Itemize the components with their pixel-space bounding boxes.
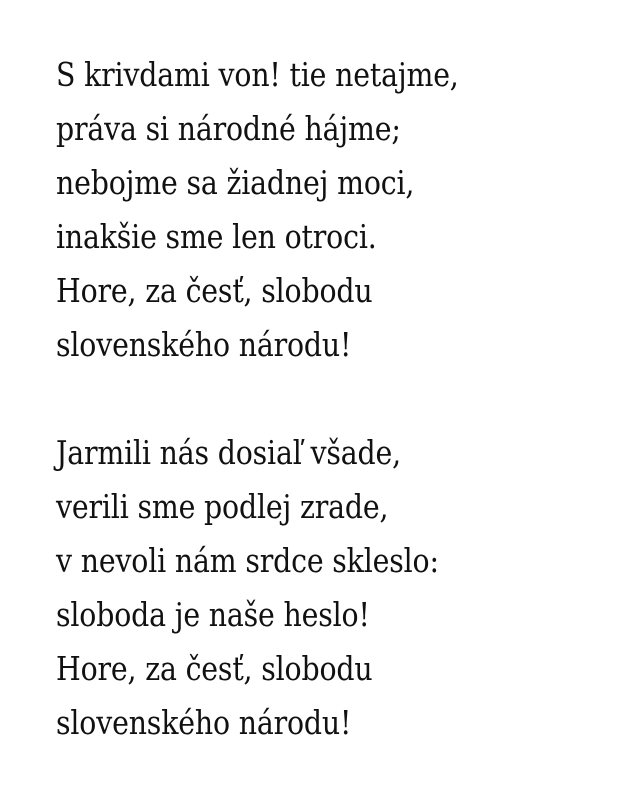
poem-line: sloboda je naše heslo!: [56, 595, 370, 634]
poem-line: verili sme podlej zrade,: [56, 487, 389, 526]
poem-line: v nevoli nám srdce skleslo:: [56, 541, 439, 580]
poem-line: Jarmili nás dosiaľ všade,: [56, 433, 401, 472]
stanza-2: [56, 426, 501, 750]
poem-line: práva si národné hájme;: [56, 109, 401, 148]
poem-line-refrain: Hore, za česť, slobodu: [56, 649, 373, 688]
poem-line-refrain: Hore, za česť, slobodu: [56, 271, 373, 310]
poem-line: S krivdami von! tie netajme,: [56, 55, 459, 94]
poem-line-refrain: slovenského národu!: [56, 703, 352, 742]
poem-line: inakšie sme len otroci.: [56, 217, 377, 256]
stanza-1: [56, 48, 524, 372]
poem-line-refrain: slovenského národu!: [56, 325, 352, 364]
poem-line: nebojme sa žiadnej moci,: [56, 163, 415, 202]
